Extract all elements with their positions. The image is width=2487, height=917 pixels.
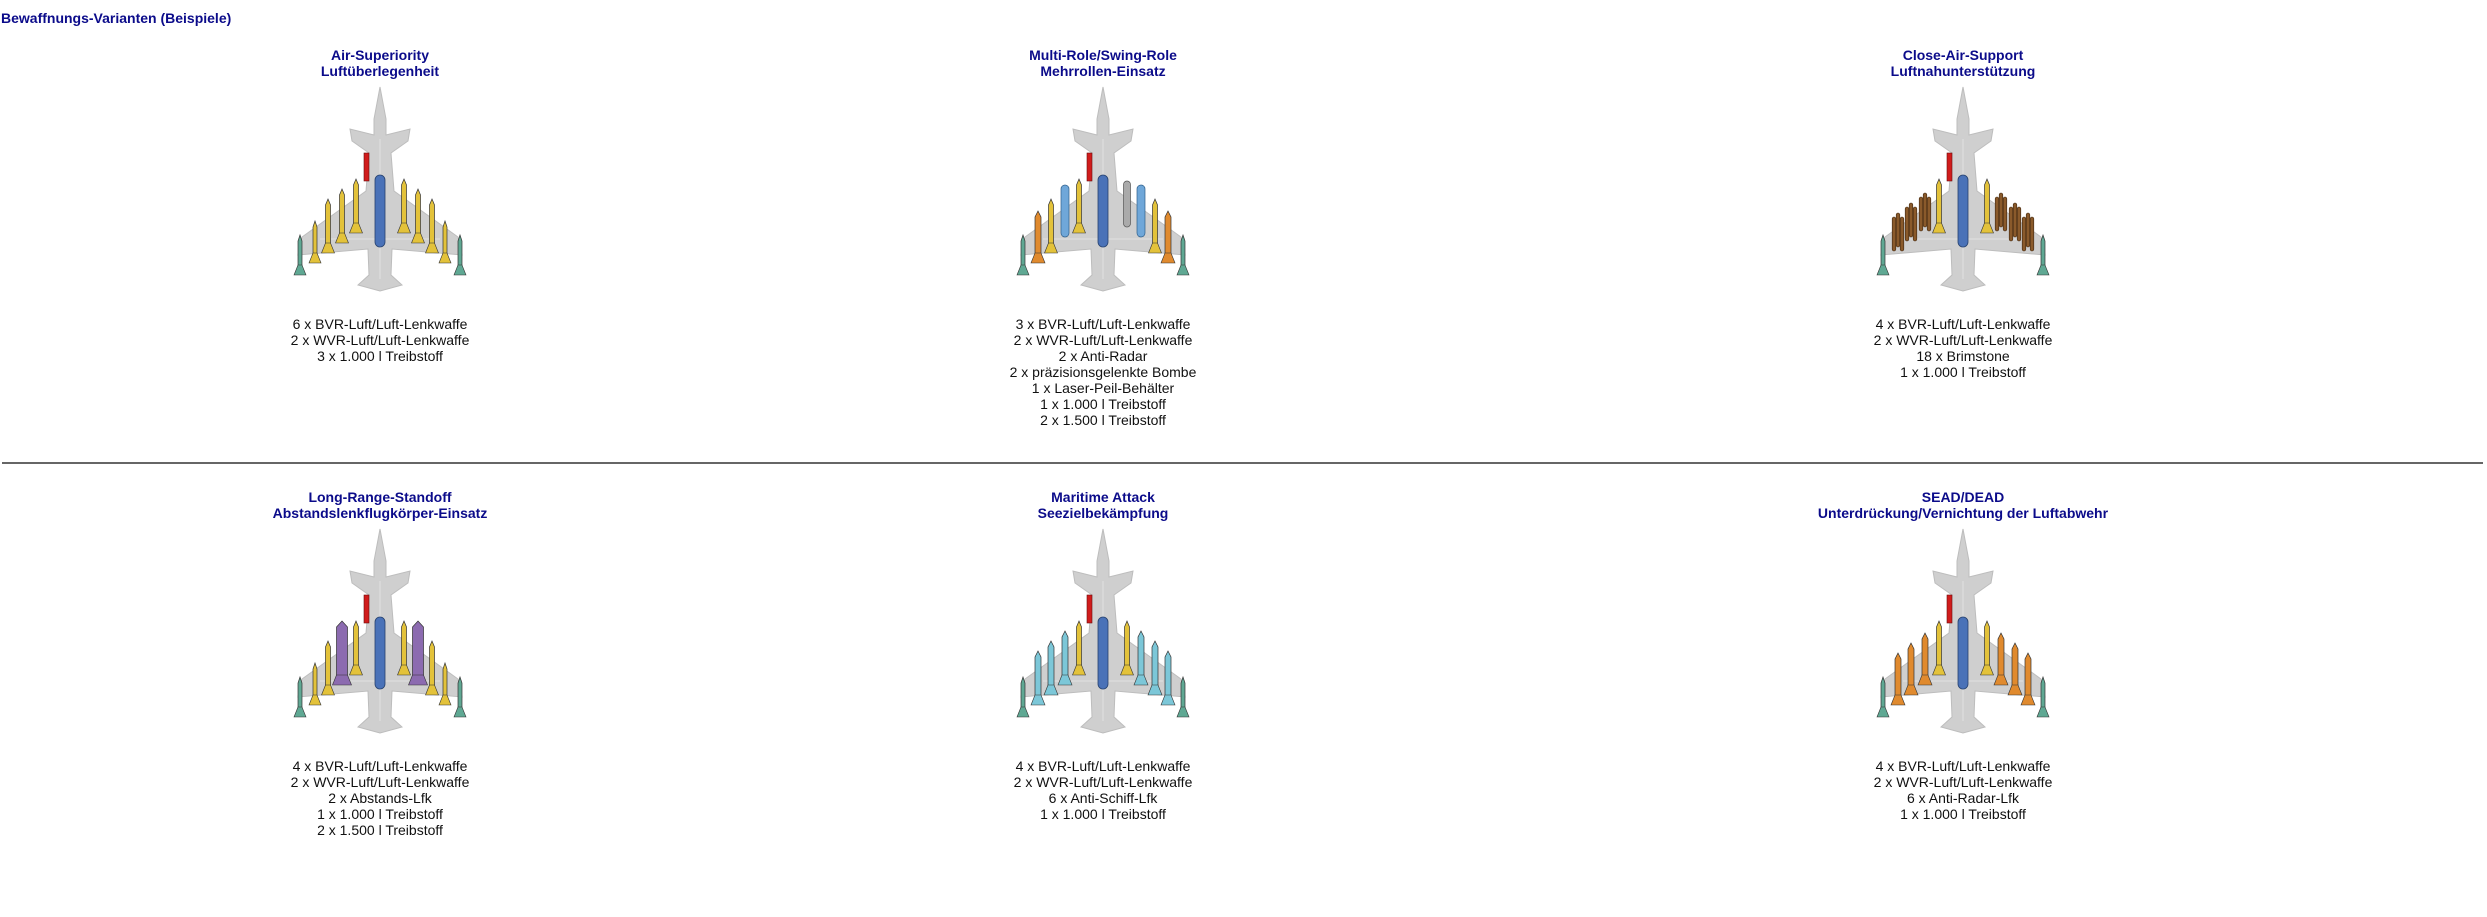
centerline-fuel-tank xyxy=(1958,617,1968,689)
jet-svg xyxy=(290,521,470,741)
loadout-line: 6 x BVR-Luft/Luft-Lenkwaffe xyxy=(292,316,468,332)
loadout-list xyxy=(80,758,680,838)
brimstone-rack xyxy=(2022,213,2034,251)
centerline-fuel-tank xyxy=(1098,617,1108,689)
panel-multi-role xyxy=(803,47,1403,428)
loadout-list xyxy=(80,316,680,364)
panel-title xyxy=(803,47,1403,79)
jet-diagram xyxy=(1013,79,1193,299)
panel-title-de: Seezielbekämpfung xyxy=(1037,505,1169,521)
brimstone-rack xyxy=(1995,193,2007,231)
jet-diagram xyxy=(290,79,470,299)
brimstone-rack xyxy=(1892,213,1904,251)
loadout-line: 1 x 1.000 l Treibstoff xyxy=(317,806,443,822)
loadout-line: 1 x 1.000 l Treibstoff xyxy=(1900,806,2026,822)
loadout-line: 2 x Anti-Radar xyxy=(1058,348,1148,364)
loadout-line: 6 x Anti-Radar-Lfk xyxy=(1906,790,2020,806)
panel-long-range-standoff xyxy=(80,489,680,838)
panel-title-en: Close-Air-Support xyxy=(1902,47,2024,63)
centerline-fuel-tank xyxy=(375,617,385,689)
panel-title-en: Long-Range-Standoff xyxy=(308,489,452,505)
centerline-fuel-tank xyxy=(1098,175,1108,247)
brimstone-rack xyxy=(2009,203,2021,241)
loadout-line: 1 x 1.000 l Treibstoff xyxy=(1040,806,1166,822)
panel-title xyxy=(803,489,1403,521)
loadout-line: 2 x WVR-Luft/Luft-Lenkwaffe xyxy=(290,774,470,790)
brimstone-rack xyxy=(1919,193,1931,231)
loadout-line: 2 x WVR-Luft/Luft-Lenkwaffe xyxy=(1013,774,1193,790)
loadout-line: 2 x WVR-Luft/Luft-Lenkwaffe xyxy=(290,332,470,348)
panel-title xyxy=(1663,47,2263,79)
panel-title-en: Maritime Attack xyxy=(1051,489,1155,505)
loadout-list xyxy=(1663,758,2263,822)
loadout-line: 2 x Abstands-Lfk xyxy=(328,790,432,806)
loadout-line: 4 x BVR-Luft/Luft-Lenkwaffe xyxy=(292,758,468,774)
loadout-line: 2 x 1.500 l Treibstoff xyxy=(317,822,443,838)
centerline-marker xyxy=(364,595,369,623)
loadout-line: 1 x 1.000 l Treibstoff xyxy=(1900,364,2026,380)
loadout-line: 4 x BVR-Luft/Luft-Lenkwaffe xyxy=(1015,758,1191,774)
jet-svg xyxy=(1013,79,1193,299)
panel-title xyxy=(80,47,680,79)
panel-title-de: Unterdrückung/Vernichtung der Luftabwehr xyxy=(1817,505,2109,521)
panel-title xyxy=(80,489,680,521)
guided-bomb xyxy=(1061,185,1069,237)
jet-svg xyxy=(1013,521,1193,741)
panel-title-en: SEAD/DEAD xyxy=(1921,489,2005,505)
centerline-marker xyxy=(1087,595,1092,623)
panel-sead-dead xyxy=(1663,489,2263,822)
jet-svg xyxy=(1873,79,2053,299)
panel-maritime-attack xyxy=(803,489,1403,822)
loadout-line: 1 x Laser-Peil-Behälter xyxy=(1031,380,1175,396)
panel-title-en: Multi-Role/Swing-Role xyxy=(1029,47,1177,63)
loadout-line: 6 x Anti-Schiff-Lfk xyxy=(1048,790,1158,806)
centerline-marker xyxy=(1947,153,1952,181)
jet-diagram xyxy=(1013,521,1193,741)
loadout-line: 2 x präzisionsgelenkte Bombe xyxy=(1009,364,1197,380)
guided-bomb xyxy=(1137,185,1145,237)
loadout-line: 2 x WVR-Luft/Luft-Lenkwaffe xyxy=(1873,774,2053,790)
jet-diagram xyxy=(1873,79,2053,299)
loadout-line: 2 x WVR-Luft/Luft-Lenkwaffe xyxy=(1873,332,2053,348)
centerline-marker xyxy=(364,153,369,181)
loadout-line: 2 x 1.500 l Treibstoff xyxy=(1040,412,1166,428)
loadout-line: 2 x WVR-Luft/Luft-Lenkwaffe xyxy=(1013,332,1193,348)
page-title: Bewaffnungs-Varianten (Beispiele) xyxy=(1,10,232,26)
brimstone-rack xyxy=(1905,203,1917,241)
centerline-fuel-tank xyxy=(1958,175,1968,247)
centerline-marker xyxy=(1947,595,1952,623)
jet-svg xyxy=(1873,521,2053,741)
panel-title xyxy=(1663,489,2263,521)
panel-close-air-support xyxy=(1663,47,2263,380)
loadout-line: 3 x 1.000 l Treibstoff xyxy=(317,348,443,364)
panel-title-de: Mehrrollen-Einsatz xyxy=(1040,63,1166,79)
jet-diagram xyxy=(1873,521,2053,741)
loadout-line: 18 x Brimstone xyxy=(1916,348,2010,364)
panel-title-de: Abstandslenkflugkörper-Einsatz xyxy=(272,505,488,521)
jet-diagram xyxy=(290,521,470,741)
loadout-line: 3 x BVR-Luft/Luft-Lenkwaffe xyxy=(1015,316,1191,332)
section-divider xyxy=(2,462,2483,464)
panel-title-de: Luftüberlegenheit xyxy=(320,63,440,79)
laser-pod xyxy=(1124,181,1131,227)
jet-svg xyxy=(290,79,470,299)
loadout-list xyxy=(803,316,1403,428)
panel-title-de: Luftnahunterstützung xyxy=(1890,63,2036,79)
loadout-line: 1 x 1.000 l Treibstoff xyxy=(1040,396,1166,412)
panel-air-superiority xyxy=(80,47,680,364)
loadout-list xyxy=(803,758,1403,822)
loadout-line: 4 x BVR-Luft/Luft-Lenkwaffe xyxy=(1875,316,2051,332)
loadout-list xyxy=(1663,316,2263,380)
loadout-line: 4 x BVR-Luft/Luft-Lenkwaffe xyxy=(1875,758,2051,774)
centerline-marker xyxy=(1087,153,1092,181)
panel-title-en: Air-Superiority xyxy=(330,47,429,63)
centerline-fuel-tank xyxy=(375,175,385,247)
